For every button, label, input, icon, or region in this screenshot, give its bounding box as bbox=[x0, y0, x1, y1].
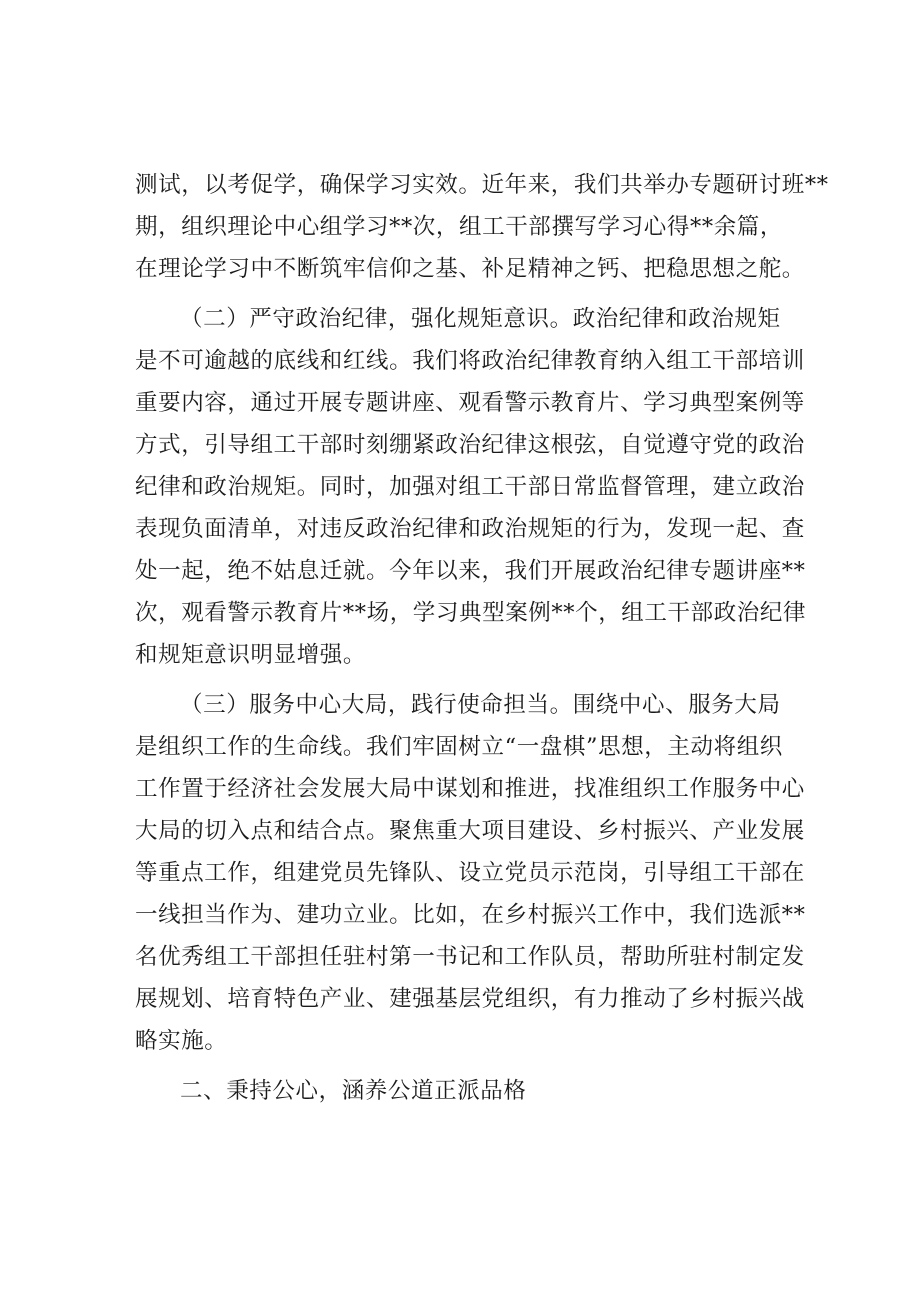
paragraph-line: 等重点工作，组建党员先锋队、设立党员示范岗，引导组工干部在 bbox=[135, 860, 805, 886]
section-heading: 二、秉持公心，涵养公道正派品格 bbox=[180, 1078, 527, 1104]
paragraph-line: 纪律和政治规矩。同时，加强对组工干部日常监督管理，建立政治 bbox=[135, 474, 805, 500]
paragraph-line: 处一起，绝不姑息迁就。今年以来，我们开展政治纪律专题讲座** bbox=[135, 558, 806, 584]
paragraph-line: 在理论学习中不断筑牢信仰之基、补足精神之钙、把稳思想之舵。 bbox=[135, 256, 805, 282]
paragraph-line: 期，组织理论中心组学习**次，组工干部撰写学习心得**余篇， bbox=[135, 214, 784, 240]
paragraph-line: 次，观看警示教育片**场，学习典型案例**个，组工干部政治纪律 bbox=[135, 600, 807, 626]
paragraph-line: 测试，以考促学，确保学习实效。近年来，我们共举办专题研讨班** bbox=[135, 172, 829, 198]
paragraph-line: 表现负面清单，对违反政治纪律和政治规矩的行为，发现一起、查 bbox=[135, 516, 805, 542]
paragraph-line: 和规矩意识明显增强。 bbox=[135, 642, 367, 668]
paragraph-line: 是组织工作的生命线。我们牢固树立“一盘棋”思想，主动将组织 bbox=[135, 734, 783, 760]
paragraph-line: 一线担当作为、建功立业。比如，在乡村振兴工作中，我们选派** bbox=[135, 902, 806, 928]
section-two-title-line: （二）严守政治纪律，强化规矩意识。政治纪律和政治规矩 bbox=[180, 306, 781, 332]
paragraph-line: 大局的切入点和结合点。聚焦重大项目建设、乡村振兴、产业发展 bbox=[135, 818, 805, 844]
paragraph-line: 展规划、培育特色产业、建强基层党组织，有力推动了乡村振兴战 bbox=[135, 986, 805, 1012]
paragraph-line: 名优秀组工干部担任驻村第一书记和工作队员，帮助所驻村制定发 bbox=[135, 944, 805, 970]
paragraph-line: 略实施。 bbox=[135, 1028, 228, 1054]
paragraph-line: 是不可逾越的底线和红线。我们将政治纪律教育纳入组工干部培训 bbox=[135, 348, 805, 374]
paragraph-line: 重要内容，通过开展专题讲座、观看警示教育片、学习典型案例等 bbox=[135, 390, 805, 416]
paragraph-line: 方式，引导组工干部时刻绷紧政治纪律这根弦，自觉遵守党的政治 bbox=[135, 432, 805, 458]
paragraph-line: 工作置于经济社会发展大局中谋划和推进，找准组织工作服务中心 bbox=[135, 776, 805, 802]
section-three-title-line: （三）服务中心大局，践行使命担当。围绕中心、服务大局 bbox=[180, 692, 781, 718]
